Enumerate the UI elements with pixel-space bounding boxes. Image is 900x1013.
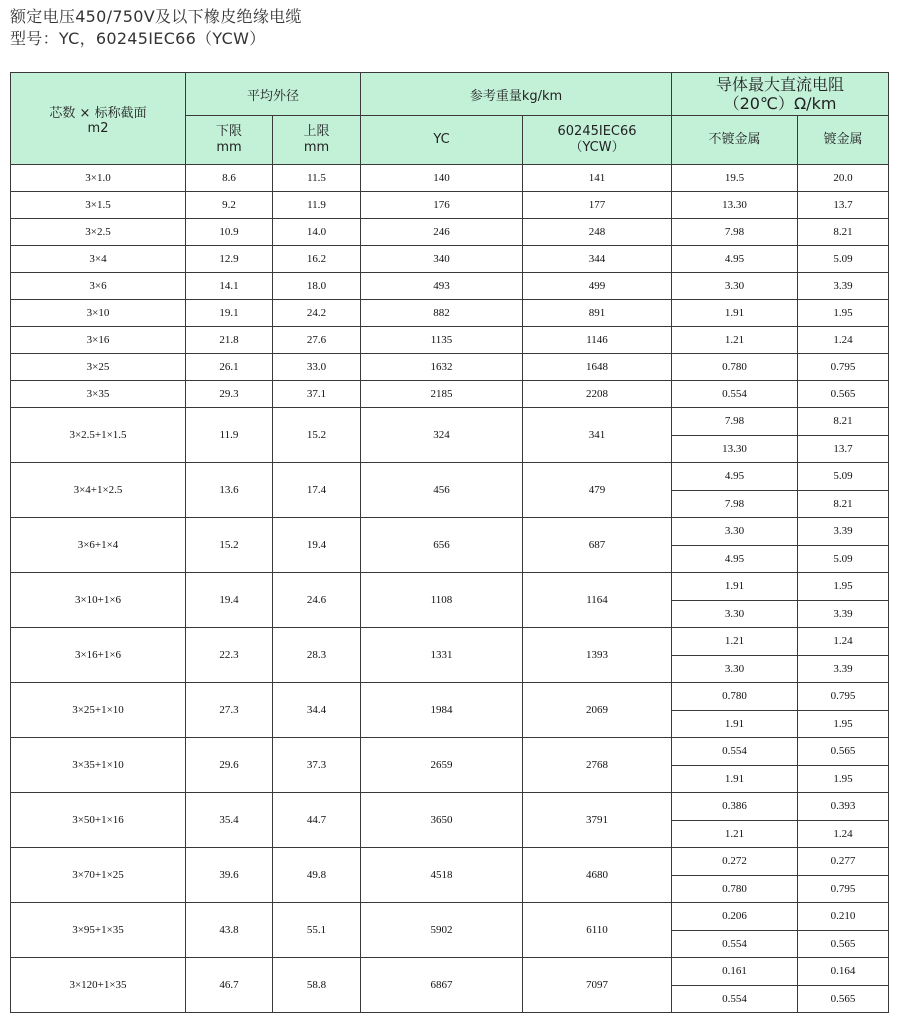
table-row — [11, 683, 889, 711]
cell-weight-yc: 656 — [361, 518, 523, 573]
cell-spec: 3×6 — [11, 273, 186, 300]
cell-resist-plated: 0.565 — [798, 985, 889, 1013]
cell-resist-plain: 3.30 — [672, 655, 798, 683]
table-row — [11, 408, 889, 436]
cell-resist-plain: 0.554 — [672, 381, 798, 408]
cell-spec: 3×16+1×6 — [11, 628, 186, 683]
cell-weight-ycw: 3791 — [523, 793, 672, 848]
cell-resist-plain: 3.30 — [672, 600, 798, 628]
cell-resist-plain: 1.91 — [672, 765, 798, 793]
cell-weight-yc: 1984 — [361, 683, 523, 738]
cell-upper-od: 17.4 — [273, 463, 361, 518]
header-iec-model: （YCW） — [569, 140, 625, 155]
cell-resist-plated: 0.795 — [798, 683, 889, 711]
cell-weight-yc: 1135 — [361, 327, 523, 354]
table-row — [11, 354, 889, 381]
header-upper-label: 上限 — [303, 124, 330, 139]
cell-weight-yc: 1632 — [361, 354, 523, 381]
cell-lower-od: 12.9 — [186, 246, 273, 273]
cell-weight-yc: 493 — [361, 273, 523, 300]
header-avg-od: 平均外径 — [186, 73, 361, 116]
cell-upper-od: 16.2 — [273, 246, 361, 273]
header-upper — [273, 116, 361, 165]
cell-resist-plain: 4.95 — [672, 545, 798, 573]
cell-upper-od: 24.6 — [273, 573, 361, 628]
cell-resist-plated: 5.09 — [798, 246, 889, 273]
cell-resist-plated: 1.24 — [798, 628, 889, 656]
cell-weight-ycw: 1146 — [523, 327, 672, 354]
cell-weight-ycw: 341 — [523, 408, 672, 463]
cell-weight-yc: 6867 — [361, 958, 523, 1013]
table-row — [11, 192, 889, 219]
table-row — [11, 219, 889, 246]
cell-resist-plain: 13.30 — [672, 435, 798, 463]
cell-upper-od: 44.7 — [273, 793, 361, 848]
cell-resist-plain: 0.780 — [672, 683, 798, 711]
title-line-2: 型号：YC，60245IEC66（YCW） — [10, 29, 266, 48]
cell-resist-plain: 13.30 — [672, 192, 798, 219]
cell-spec: 3×6+1×4 — [11, 518, 186, 573]
header-weight: 参考重量kg/km — [361, 73, 672, 116]
cell-resist-plain: 3.30 — [672, 273, 798, 300]
cell-weight-ycw: 891 — [523, 300, 672, 327]
cell-weight-ycw: 2069 — [523, 683, 672, 738]
header-cores-unit: m2 — [87, 120, 109, 136]
cell-upper-od: 27.6 — [273, 327, 361, 354]
cell-upper-od: 28.3 — [273, 628, 361, 683]
cell-resist-plain: 0.780 — [672, 354, 798, 381]
cell-resist-plated: 0.795 — [798, 354, 889, 381]
cell-lower-od: 15.2 — [186, 518, 273, 573]
cell-lower-od: 13.6 — [186, 463, 273, 518]
cell-lower-od: 35.4 — [186, 793, 273, 848]
cell-lower-od: 14.1 — [186, 273, 273, 300]
cell-resist-plain: 7.98 — [672, 490, 798, 518]
cell-upper-od: 15.2 — [273, 408, 361, 463]
cell-weight-ycw: 1164 — [523, 573, 672, 628]
table-row — [11, 793, 889, 821]
cell-spec: 3×4 — [11, 246, 186, 273]
cell-upper-od: 24.2 — [273, 300, 361, 327]
cell-spec: 3×50+1×16 — [11, 793, 186, 848]
cell-spec: 3×25 — [11, 354, 186, 381]
cell-lower-od: 26.1 — [186, 354, 273, 381]
cell-resist-plain: 0.554 — [672, 738, 798, 766]
cell-resist-plain: 1.21 — [672, 820, 798, 848]
cell-resist-plain: 0.386 — [672, 793, 798, 821]
cell-resist-plated: 1.95 — [798, 573, 889, 601]
cell-resist-plated: 13.7 — [798, 435, 889, 463]
cell-upper-od: 18.0 — [273, 273, 361, 300]
header-lower-label: 下限 — [215, 124, 242, 139]
cell-weight-ycw: 2208 — [523, 381, 672, 408]
cell-lower-od: 21.8 — [186, 327, 273, 354]
cell-spec: 3×35+1×10 — [11, 738, 186, 793]
cell-resist-plain: 0.272 — [672, 848, 798, 876]
cell-resist-plain: 4.95 — [672, 246, 798, 273]
cell-weight-ycw: 248 — [523, 219, 672, 246]
cell-lower-od: 9.2 — [186, 192, 273, 219]
cell-resist-plain: 0.554 — [672, 930, 798, 958]
cell-resist-plain: 1.21 — [672, 628, 798, 656]
header-iec — [523, 116, 672, 165]
cell-resist-plain: 3.30 — [672, 518, 798, 546]
cell-upper-od: 37.1 — [273, 381, 361, 408]
cell-weight-yc: 140 — [361, 165, 523, 192]
cell-weight-ycw: 344 — [523, 246, 672, 273]
cell-resist-plated: 3.39 — [798, 600, 889, 628]
cell-resist-plated: 5.09 — [798, 463, 889, 491]
header-upper-unit: mm — [303, 140, 330, 155]
cell-resist-plated: 5.09 — [798, 545, 889, 573]
cell-weight-yc: 2659 — [361, 738, 523, 793]
table-row — [11, 958, 889, 986]
cell-upper-od: 19.4 — [273, 518, 361, 573]
header-lower-unit: mm — [216, 140, 242, 155]
cell-weight-ycw: 687 — [523, 518, 672, 573]
cell-spec: 3×2.5+1×1.5 — [11, 408, 186, 463]
cell-resist-plain: 1.91 — [672, 710, 798, 738]
cell-weight-ycw: 177 — [523, 192, 672, 219]
cell-resist-plated: 0.795 — [798, 875, 889, 903]
cell-resist-plated: 8.21 — [798, 490, 889, 518]
cell-weight-yc: 340 — [361, 246, 523, 273]
cell-weight-yc: 2185 — [361, 381, 523, 408]
cell-resist-plain: 0.206 — [672, 903, 798, 931]
cell-weight-yc: 882 — [361, 300, 523, 327]
cell-weight-yc: 456 — [361, 463, 523, 518]
cell-resist-plated: 1.95 — [798, 300, 889, 327]
cell-upper-od: 37.3 — [273, 738, 361, 793]
header-resistance-label: 导体最大直流电阻 — [716, 75, 845, 94]
cell-resist-plated: 0.277 — [798, 848, 889, 876]
cell-weight-ycw: 141 — [523, 165, 672, 192]
cell-weight-yc: 1108 — [361, 573, 523, 628]
cell-upper-od: 11.9 — [273, 192, 361, 219]
cell-upper-od: 58.8 — [273, 958, 361, 1013]
cell-resist-plated: 20.0 — [798, 165, 889, 192]
cell-resist-plated: 8.21 — [798, 219, 889, 246]
cell-resist-plated: 0.565 — [798, 738, 889, 766]
cell-resist-plain: 1.91 — [672, 573, 798, 601]
cell-spec: 3×4+1×2.5 — [11, 463, 186, 518]
cell-resist-plated: 0.210 — [798, 903, 889, 931]
header-cores-label: 芯数 × 标称截面 — [49, 105, 147, 121]
table-row — [11, 381, 889, 408]
cell-spec: 3×1.5 — [11, 192, 186, 219]
cell-resist-plated: 13.7 — [798, 192, 889, 219]
table-row — [11, 327, 889, 354]
cell-lower-od: 22.3 — [186, 628, 273, 683]
cell-weight-ycw: 1393 — [523, 628, 672, 683]
cell-upper-od: 34.4 — [273, 683, 361, 738]
cell-lower-od: 29.6 — [186, 738, 273, 793]
cell-lower-od: 27.3 — [186, 683, 273, 738]
cell-resist-plain: 7.98 — [672, 219, 798, 246]
cell-lower-od: 11.9 — [186, 408, 273, 463]
cell-lower-od: 29.3 — [186, 381, 273, 408]
table-body — [11, 165, 889, 1013]
cell-spec: 3×25+1×10 — [11, 683, 186, 738]
header-iec-label: 60245IEC66 — [557, 124, 637, 139]
cell-resist-plated: 8.21 — [798, 408, 889, 436]
document-title — [10, 6, 890, 50]
cell-resist-plain: 0.780 — [672, 875, 798, 903]
title-line-1: 额定电压450/750V及以下橡皮绝缘电缆 — [10, 7, 302, 26]
cell-lower-od: 43.8 — [186, 903, 273, 958]
cell-spec: 3×120+1×35 — [11, 958, 186, 1013]
table-row — [11, 300, 889, 327]
cell-weight-ycw: 499 — [523, 273, 672, 300]
cell-resist-plated: 0.565 — [798, 930, 889, 958]
header-plated: 镀金属 — [798, 116, 889, 165]
cell-weight-ycw: 6110 — [523, 903, 672, 958]
table-row — [11, 518, 889, 546]
cell-weight-yc: 4518 — [361, 848, 523, 903]
cell-resist-plain: 1.21 — [672, 327, 798, 354]
cell-spec: 3×1.0 — [11, 165, 186, 192]
cell-lower-od: 46.7 — [186, 958, 273, 1013]
cell-spec: 3×95+1×35 — [11, 903, 186, 958]
header-resistance-unit: （20℃）Ω/km — [723, 94, 837, 113]
cell-resist-plated: 0.565 — [798, 381, 889, 408]
header-resistance — [672, 73, 889, 116]
cell-resist-plated: 0.393 — [798, 793, 889, 821]
header-lower — [186, 116, 273, 165]
cell-weight-yc: 176 — [361, 192, 523, 219]
cell-weight-yc: 3650 — [361, 793, 523, 848]
cell-weight-yc: 246 — [361, 219, 523, 246]
cell-resist-plated: 1.95 — [798, 710, 889, 738]
cell-resist-plated: 3.39 — [798, 655, 889, 683]
cell-resist-plated: 3.39 — [798, 273, 889, 300]
cable-spec-table — [10, 72, 889, 1013]
cell-lower-od: 8.6 — [186, 165, 273, 192]
cell-spec: 3×2.5 — [11, 219, 186, 246]
cell-upper-od: 49.8 — [273, 848, 361, 903]
cell-spec: 3×16 — [11, 327, 186, 354]
cell-spec: 3×10+1×6 — [11, 573, 186, 628]
table-row — [11, 165, 889, 192]
cell-weight-ycw: 479 — [523, 463, 672, 518]
cell-lower-od: 19.4 — [186, 573, 273, 628]
cell-weight-ycw: 4680 — [523, 848, 672, 903]
cell-weight-yc: 324 — [361, 408, 523, 463]
cell-resist-plated: 1.24 — [798, 820, 889, 848]
cell-weight-ycw: 7097 — [523, 958, 672, 1013]
cell-upper-od: 14.0 — [273, 219, 361, 246]
table-row — [11, 628, 889, 656]
table-row — [11, 573, 889, 601]
cell-resist-plain: 1.91 — [672, 300, 798, 327]
cell-resist-plain: 0.161 — [672, 958, 798, 986]
cell-resist-plain: 7.98 — [672, 408, 798, 436]
table-row — [11, 463, 889, 491]
cell-resist-plated: 1.95 — [798, 765, 889, 793]
cell-spec: 3×70+1×25 — [11, 848, 186, 903]
cell-weight-ycw: 2768 — [523, 738, 672, 793]
cell-weight-ycw: 1648 — [523, 354, 672, 381]
cell-resist-plain: 19.5 — [672, 165, 798, 192]
cell-resist-plated: 0.164 — [798, 958, 889, 986]
cell-spec: 3×35 — [11, 381, 186, 408]
cell-lower-od: 39.6 — [186, 848, 273, 903]
cell-upper-od: 11.5 — [273, 165, 361, 192]
header-plain: 不镀金属 — [672, 116, 798, 165]
cell-lower-od: 10.9 — [186, 219, 273, 246]
cell-resist-plated: 3.39 — [798, 518, 889, 546]
table-row — [11, 246, 889, 273]
cell-spec: 3×10 — [11, 300, 186, 327]
cell-weight-yc: 5902 — [361, 903, 523, 958]
cell-lower-od: 19.1 — [186, 300, 273, 327]
table-row — [11, 903, 889, 931]
table-row — [11, 273, 889, 300]
cell-upper-od: 55.1 — [273, 903, 361, 958]
table-row — [11, 848, 889, 876]
cell-upper-od: 33.0 — [273, 354, 361, 381]
header-yc: YC — [361, 116, 523, 165]
header-cores-section — [11, 73, 186, 165]
table-row — [11, 738, 889, 766]
cell-resist-plain: 0.554 — [672, 985, 798, 1013]
cell-weight-yc: 1331 — [361, 628, 523, 683]
cell-resist-plated: 1.24 — [798, 327, 889, 354]
cell-resist-plain: 4.95 — [672, 463, 798, 491]
